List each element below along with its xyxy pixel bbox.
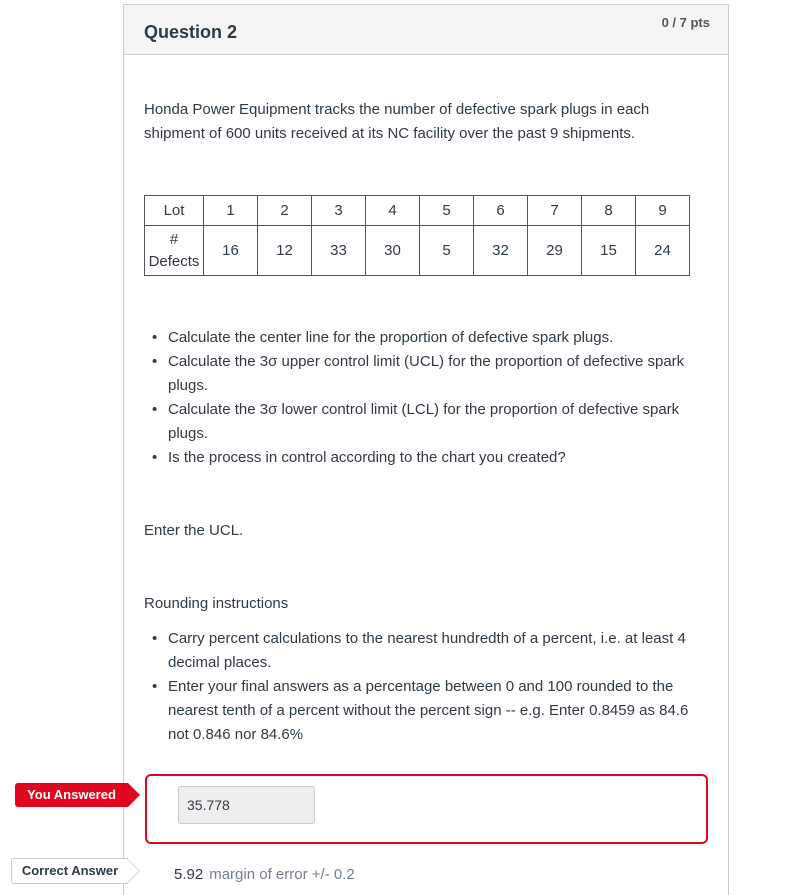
row-label-hash: # bbox=[169, 230, 179, 248]
you-answered-label: You Answered bbox=[15, 783, 128, 807]
table-cell: 32 bbox=[474, 226, 528, 276]
list-item: • Calculate the 3σ lower control limit (LCL) for the proportion of defective spark plugs. bbox=[168, 398, 708, 446]
question-card bbox=[123, 4, 729, 895]
tag-arrow-fill bbox=[127, 859, 139, 883]
table-cell: 15 bbox=[582, 226, 636, 276]
table-cell: 12 bbox=[258, 226, 312, 276]
table-cell: 30 bbox=[366, 226, 420, 276]
rounding-list bbox=[168, 627, 713, 747]
task-list bbox=[168, 326, 708, 470]
list-item: • Calculate the 3σ upper control limit (UCL) for the proportion of defective spark plugs. bbox=[168, 350, 708, 398]
table-cell: 33 bbox=[312, 226, 366, 276]
question-title: Question 2 bbox=[144, 22, 238, 42]
defects-table bbox=[144, 195, 690, 276]
list-item: • Calculate the center line for the proportion of defective spark plugs. bbox=[168, 326, 708, 350]
you-answered-tag bbox=[15, 783, 140, 807]
table-row-lot bbox=[145, 196, 690, 226]
table-cell: 1 bbox=[204, 196, 258, 226]
answer-prompt: Enter the UCL. bbox=[144, 522, 244, 539]
list-item: • Is the process in control according to the chart you created? bbox=[168, 446, 708, 470]
tag-arrow-icon bbox=[128, 783, 140, 807]
table-header-defects bbox=[145, 226, 204, 276]
table-cell: 4 bbox=[366, 196, 420, 226]
table-cell: 5 bbox=[420, 196, 474, 226]
table-header-lot: Lot bbox=[145, 196, 204, 226]
rounding-heading: Rounding instructions bbox=[144, 595, 289, 612]
table-row-defects bbox=[145, 226, 690, 276]
table-cell: 29 bbox=[528, 226, 582, 276]
question-points: 0 / 7 pts bbox=[661, 15, 710, 30]
table-cell: 6 bbox=[474, 196, 528, 226]
list-item: • Carry percent calculations to the nearest hundredth of a percent, i.e. at least 4 decimal places. bbox=[168, 627, 713, 675]
table-cell: 16 bbox=[204, 226, 258, 276]
correct-answer-label: Correct Answer bbox=[11, 858, 128, 884]
table-cell: 3 bbox=[312, 196, 366, 226]
correct-answer-tag bbox=[11, 858, 141, 884]
table-cell: 24 bbox=[636, 226, 690, 276]
correct-answer-value: 5.92 bbox=[174, 866, 204, 883]
row-label-defects: Defects bbox=[148, 252, 200, 270]
table-cell: 5 bbox=[420, 226, 474, 276]
table-cell: 7 bbox=[528, 196, 582, 226]
table-cell: 9 bbox=[636, 196, 690, 226]
margin-of-error: margin of error +/- 0.2 bbox=[209, 866, 355, 883]
question-header bbox=[124, 4, 728, 55]
answer-input[interactable]: 35.778 bbox=[178, 786, 315, 824]
question-intro: Honda Power Equipment tracks the number of defective spark plugs in each shipment of 600 units received at its NC facility over the past 9 shipments. bbox=[144, 101, 650, 142]
answer-box-wrong bbox=[145, 774, 708, 844]
correct-answer bbox=[174, 864, 355, 886]
table-cell: 8 bbox=[582, 196, 636, 226]
list-item: • Enter your final answers as a percentage between 0 and 100 rounded to the nearest tenth of a percent without the percent sign -- e.g. Enter 0.8459 as 84.6 not 0.846 nor 84.6% bbox=[168, 675, 713, 747]
table-cell: 2 bbox=[258, 196, 312, 226]
